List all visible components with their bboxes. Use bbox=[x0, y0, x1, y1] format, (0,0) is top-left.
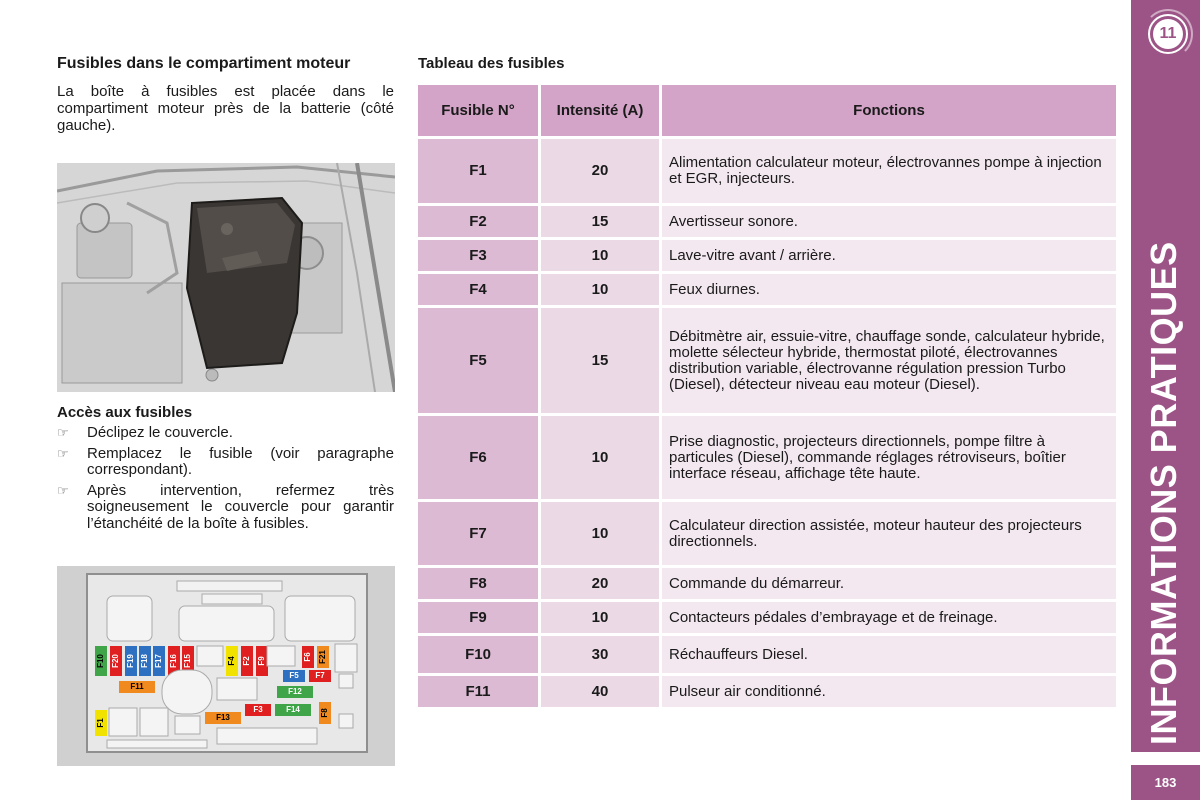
table-row bbox=[418, 676, 1116, 707]
diagram-label-f9: F9 bbox=[257, 656, 267, 666]
diagram-label-f11: F11 bbox=[130, 682, 144, 692]
pointing-hand-icon: ☞ bbox=[57, 482, 69, 498]
fuse-amp: 10 bbox=[541, 602, 659, 633]
engine-compartment-photo bbox=[57, 163, 395, 392]
chapter-title-vertical: INFORMATIONS PRATIQUES bbox=[1143, 241, 1184, 745]
diagram-label-f10: F10 bbox=[96, 654, 106, 668]
table-row bbox=[418, 416, 1116, 499]
table-row bbox=[418, 274, 1116, 305]
fuse-number: F8 bbox=[418, 568, 538, 599]
diagram-label-f17: F17 bbox=[154, 654, 164, 668]
fuse-function: Réchauffeurs Diesel. bbox=[662, 636, 1116, 673]
chapter-badge bbox=[1148, 14, 1188, 54]
table-row bbox=[418, 240, 1116, 271]
pointing-hand-icon: ☞ bbox=[57, 445, 69, 461]
step-item: ☞ Déclipez le couvercle. bbox=[57, 424, 233, 441]
fuse-amp: 20 bbox=[541, 568, 659, 599]
fuse-function: Pulseur air conditionné. bbox=[662, 676, 1116, 707]
page-number: 183 bbox=[1131, 765, 1200, 800]
table-row bbox=[418, 602, 1116, 633]
steps-list bbox=[57, 425, 394, 536]
fuse-amp: 10 bbox=[541, 416, 659, 499]
fuse-number: F7 bbox=[418, 502, 538, 565]
fuse-number: F10 bbox=[418, 636, 538, 673]
fuse-number: F6 bbox=[418, 416, 538, 499]
diagram-label-f19: F19 bbox=[126, 654, 136, 668]
diagram-label-f3: F3 bbox=[253, 705, 263, 715]
fuse-amp: 10 bbox=[541, 502, 659, 565]
diagram-label-f2: F2 bbox=[242, 656, 252, 666]
diagram-label-f6: F6 bbox=[303, 652, 313, 662]
diagram-label-f18: F18 bbox=[140, 654, 150, 668]
intro-text: La boîte à fusibles est placée dans le compartiment moteur près de la batterie (côté gauche). bbox=[57, 83, 394, 134]
fuse-amp: 10 bbox=[541, 274, 659, 305]
table-row bbox=[418, 636, 1116, 673]
diagram-label-f8: F8 bbox=[320, 708, 330, 718]
header-amp: Intensité (A) bbox=[541, 85, 659, 136]
table-row bbox=[418, 502, 1116, 565]
fuse-function: Avertisseur sonore. bbox=[662, 206, 1116, 237]
step-item: ☞ Après intervention, refermez très soigneusement le couvercle pour garantir l’étanchéité de la boîte à fusibles. bbox=[57, 481, 394, 532]
fuse-table bbox=[415, 82, 1119, 710]
fuse-number: F11 bbox=[418, 676, 538, 707]
fuse-function: Calculateur direction assistée, moteur hauteur des projecteurs directionnels. bbox=[662, 502, 1116, 565]
fuse-number: F2 bbox=[418, 206, 538, 237]
table-row bbox=[418, 139, 1116, 203]
diagram-label-f20: F20 bbox=[111, 654, 121, 668]
fuse-amp: 40 bbox=[541, 676, 659, 707]
fuse-function: Débitmètre air, essuie-vitre, chauffage sonde, calculateur hybride, molette sélecteur hybride, thermostat piloté, électrovannes distribution variable, électrovanne régulation pression Turbo (Diesel), détecteur niveau eau moteur (Diesel). bbox=[662, 308, 1116, 413]
step-item: ☞ Remplacez le fusible (voir paragraphe correspondant). bbox=[57, 444, 394, 478]
diagram-label-f4: F4 bbox=[227, 656, 237, 666]
diagram-label-f14: F14 bbox=[286, 705, 300, 715]
diagram-label-f1: F1 bbox=[96, 718, 106, 728]
chapter-number: 11 bbox=[1153, 19, 1183, 49]
fuse-box-diagram bbox=[57, 566, 395, 766]
header-functions: Fonctions bbox=[662, 85, 1116, 136]
diagram-label-f12: F12 bbox=[288, 687, 302, 697]
fuse-function: Feux diurnes. bbox=[662, 274, 1116, 305]
fuse-function: Lave-vitre avant / arrière. bbox=[662, 240, 1116, 271]
table-row bbox=[418, 568, 1116, 599]
table-row bbox=[418, 308, 1116, 413]
diagram-label-f15: F15 bbox=[183, 654, 193, 668]
fuse-function: Prise diagnostic, projecteurs directionnels, pompe filtre à particules (Diesel), commande réglages rétroviseurs, boîtier interface réseau, affichage tête haute. bbox=[662, 416, 1116, 499]
diagram-label-f13: F13 bbox=[216, 713, 230, 723]
fuse-number: F4 bbox=[418, 274, 538, 305]
fuse-amp: 30 bbox=[541, 636, 659, 673]
diagram-label-f21: F21 bbox=[318, 650, 328, 664]
diagram-label-f7: F7 bbox=[315, 671, 325, 681]
table-title: Tableau des fusibles bbox=[418, 55, 565, 72]
fuse-function: Contacteurs pédales d’embrayage et de freinage. bbox=[662, 602, 1116, 633]
fuse-amp: 20 bbox=[541, 139, 659, 203]
header-fuse: Fusible N° bbox=[418, 85, 538, 136]
fuse-amp: 15 bbox=[541, 308, 659, 413]
left-column bbox=[57, 55, 394, 134]
fuse-function: Commande du démarreur. bbox=[662, 568, 1116, 599]
fuse-amp: 15 bbox=[541, 206, 659, 237]
fuse-number: F3 bbox=[418, 240, 538, 271]
diagram-label-f16: F16 bbox=[169, 654, 179, 668]
fuse-number: F9 bbox=[418, 602, 538, 633]
fuse-number: F1 bbox=[418, 139, 538, 203]
access-title: Accès aux fusibles bbox=[57, 404, 193, 421]
diagram-label-f5: F5 bbox=[289, 671, 299, 681]
fuse-function: Alimentation calculateur moteur, électrovannes pompe à injection et EGR, injecteurs. bbox=[662, 139, 1116, 203]
table-row bbox=[418, 206, 1116, 237]
section-title: Fusibles dans le compartiment moteur bbox=[57, 55, 351, 72]
fuse-number: F5 bbox=[418, 308, 538, 413]
fuse-amp: 10 bbox=[541, 240, 659, 271]
pointing-hand-icon: ☞ bbox=[57, 425, 69, 440]
